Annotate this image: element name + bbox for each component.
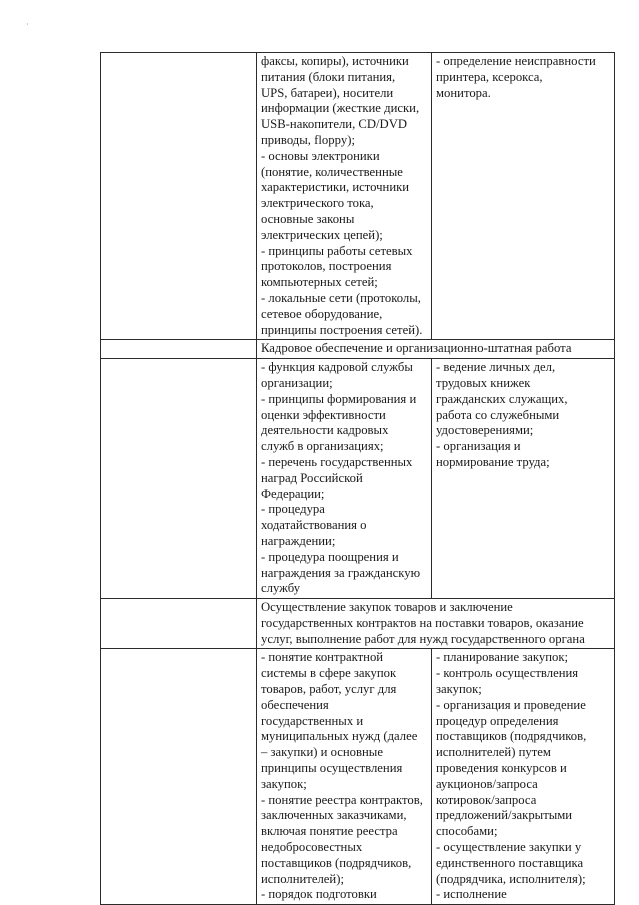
- text-line: (понятие, количественные: [261, 164, 403, 179]
- knowledge-cell: [257, 359, 432, 599]
- text-line: Осуществление закупок товаров и заключение: [261, 600, 513, 615]
- text-line: приводы, floppy);: [261, 132, 356, 147]
- text-line: аукционов/запроса: [436, 776, 538, 791]
- text-line: - процедура поощрения и: [261, 549, 399, 564]
- blank-cell: [101, 53, 257, 340]
- text-line: принципы осуществления: [261, 761, 403, 776]
- text-line: основные законы: [261, 211, 355, 226]
- text-line: - осуществление закупки у: [436, 840, 582, 855]
- table-row: [101, 53, 615, 340]
- skills-cell: [432, 649, 615, 905]
- qualification-table: [100, 52, 615, 905]
- text-line: - порядок подготовки: [261, 887, 377, 902]
- text-line: закупок;: [261, 776, 307, 791]
- text-line: ходатайствования о: [261, 518, 367, 533]
- text-line: гражданских служащих,: [436, 391, 568, 406]
- text-line: муниципальных нужд (далее: [261, 729, 418, 744]
- scan-mark: ·: [26, 20, 29, 29]
- text-line: работа со служебными: [436, 407, 560, 422]
- text-line: принтера, ксерокса,: [436, 69, 543, 84]
- text-line: - перечень государственных: [261, 454, 413, 469]
- text-line: организации;: [261, 375, 333, 390]
- text-line: сетевое оборудование,: [261, 306, 383, 321]
- text-line: факсы, копиры), источники: [261, 54, 409, 68]
- text-line: информации (жесткие диски,: [261, 101, 420, 116]
- text-line: недобросовестных: [261, 840, 363, 855]
- text-line: питания (блоки питания,: [261, 69, 396, 84]
- skills-cell: [432, 359, 615, 599]
- text-line: - исполнение: [436, 887, 507, 902]
- skills-cell: [432, 53, 615, 340]
- text-line: служб в организациях;: [261, 439, 384, 454]
- text-line: государственных контрактов на поставки товаров, оказание: [261, 615, 584, 630]
- blank-cell: [101, 599, 257, 649]
- text-line: - локальные сети (протоколы,: [261, 290, 421, 305]
- text-line: Федерации;: [261, 486, 325, 501]
- text-line: - ведение личных дел,: [436, 360, 556, 375]
- text-line: - принципы формирования и: [261, 391, 417, 406]
- text-line: исполнителей);: [261, 871, 344, 886]
- text-line: электрического тока,: [261, 196, 374, 211]
- text-line: единственного поставщика: [436, 855, 584, 870]
- text-line: UPS, батареи), носители: [261, 85, 394, 100]
- text-line: закупок;: [436, 682, 482, 697]
- text-line: - функция кадровой службы: [261, 360, 413, 375]
- section-heading-row: [101, 599, 615, 649]
- text-line: удостоверениями;: [436, 423, 534, 438]
- blank-cell: [101, 649, 257, 905]
- text-line: характеристики, источники: [261, 180, 410, 195]
- text-line: - контроль осуществления: [436, 666, 579, 681]
- text-line: проведения конкурсов и: [436, 761, 567, 776]
- text-line: - понятие реестра контрактов,: [261, 792, 423, 807]
- text-line: наград Российской: [261, 470, 363, 485]
- text-line: обеспечения: [261, 697, 329, 712]
- text-line: заключенных заказчиками,: [261, 808, 407, 823]
- knowledge-cell: [257, 649, 432, 905]
- text-line: товаров, работ, услуг для: [261, 682, 397, 697]
- table-body: [101, 53, 615, 905]
- text-line: котировок/запроса: [436, 792, 537, 807]
- text-line: предложений/закрытыми: [436, 808, 573, 823]
- table-row: [101, 649, 615, 905]
- text-line: принципы построения сетей).: [261, 322, 423, 337]
- text-line: системы в сфере закупок: [261, 666, 397, 681]
- text-line: награждения за гражданскую: [261, 565, 421, 580]
- text-line: – закупки) и основные: [261, 745, 383, 760]
- text-line: трудовых книжек: [436, 375, 531, 390]
- text-line: поставщиков (подрядчиков,: [436, 729, 587, 744]
- blank-cell: [101, 340, 257, 359]
- text-line: способами;: [436, 824, 498, 839]
- section-heading: [257, 599, 615, 649]
- text-line: (подрядчика, исполнителя);: [436, 871, 586, 886]
- text-line: услуг, выполнение работ для нужд государственного органа: [261, 631, 585, 646]
- text-line: процедур определения: [436, 713, 559, 728]
- text-line: Кадровое обеспечение и организационно-штатная работа: [261, 341, 572, 356]
- text-line: государственных и: [261, 713, 364, 728]
- text-line: включая понятие реестра: [261, 824, 398, 839]
- text-line: - планирование закупок;: [436, 650, 569, 665]
- text-line: - процедура: [261, 502, 325, 517]
- text-line: оценки эффективности: [261, 407, 386, 422]
- table-row: [101, 359, 615, 599]
- section-heading: [257, 340, 615, 359]
- text-line: - определение неисправности: [436, 54, 596, 68]
- text-line: исполнителей) путем: [436, 745, 551, 760]
- text-line: - понятие контрактной: [261, 650, 384, 665]
- text-line: USB-накопители, CD/DVD: [261, 117, 408, 132]
- text-line: нормирование труда;: [436, 454, 550, 469]
- text-line: деятельности кадровых: [261, 423, 389, 438]
- blank-cell: [101, 359, 257, 599]
- text-line: компьютерных сетей;: [261, 275, 378, 290]
- text-line: награждении;: [261, 533, 336, 548]
- text-line: поставщиков (подрядчиков,: [261, 855, 412, 870]
- text-line: электрических цепей);: [261, 227, 383, 242]
- section-heading-row: [101, 340, 615, 359]
- text-line: протоколов, построения: [261, 259, 392, 274]
- text-line: - принципы работы сетевых: [261, 243, 413, 258]
- text-line: службу: [261, 581, 301, 596]
- text-line: - основы электроники: [261, 148, 380, 163]
- text-line: монитора.: [436, 85, 491, 100]
- text-line: - организация и: [436, 439, 521, 454]
- knowledge-cell: [257, 53, 432, 340]
- text-line: - организация и проведение: [436, 697, 586, 712]
